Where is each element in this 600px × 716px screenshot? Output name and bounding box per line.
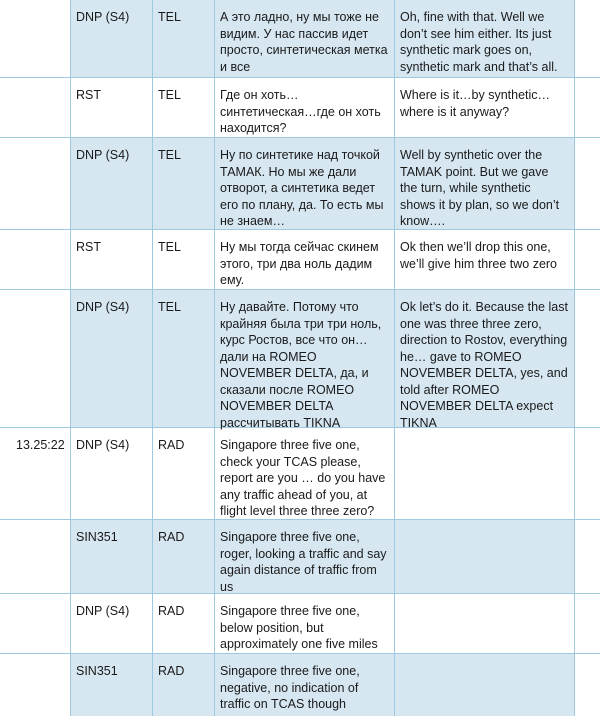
column-divider bbox=[394, 0, 395, 716]
time-cell bbox=[0, 138, 70, 229]
column-divider bbox=[152, 0, 153, 716]
table-row bbox=[0, 428, 600, 520]
time-cell bbox=[0, 654, 70, 716]
translation-cell bbox=[394, 520, 574, 593]
speaker-cell: SIN351 bbox=[70, 520, 152, 593]
original-text-cell: А это ладно, ну мы тоже не видим. У нас пассив идет просто, синтетическая метка и все bbox=[214, 0, 394, 77]
column-divider bbox=[214, 0, 215, 716]
speaker-cell: DNP (S4) bbox=[76, 604, 130, 618]
channel-cell: TEL bbox=[152, 0, 214, 77]
time-cell bbox=[0, 520, 70, 593]
table-row bbox=[0, 594, 600, 654]
table-row bbox=[0, 290, 600, 428]
translation-cell: Ok let’s do it. Because the last one was three three zero, direction to Rostov, everything he… gave to ROMEO NOVEMBER DELTA, yes, and told after ROMEO NOVEMBER DELTA expect TIKNA bbox=[394, 290, 574, 427]
table-row bbox=[0, 138, 600, 230]
original-text-cell: Singapore three five one, roger, looking a traffic and say again distance of traffic from us bbox=[214, 520, 394, 593]
time-cell: 13.25:22 bbox=[16, 438, 65, 452]
speaker-cell: DNP (S4) bbox=[76, 438, 130, 452]
translation-cell bbox=[394, 428, 574, 519]
original-text-cell: Singapore three five one, check your TCAS please, report are you … do you have any traffic ahead of you, at flight level three three zero? bbox=[220, 438, 386, 518]
time-cell bbox=[0, 0, 70, 77]
speaker-cell: SIN351 bbox=[70, 654, 152, 716]
channel-cell: TEL bbox=[158, 240, 181, 254]
translation-cell bbox=[394, 594, 574, 653]
table-row bbox=[0, 654, 600, 716]
table-row bbox=[0, 230, 600, 290]
time-cell bbox=[0, 594, 70, 653]
translation-cell: Ok then we’ll drop this one, we’ll give him three two zero bbox=[400, 240, 558, 271]
table-row bbox=[0, 0, 600, 78]
channel-cell: RAD bbox=[158, 438, 185, 452]
original-text-cell: Singapore three five one, below position, but approximately one five miles bbox=[220, 604, 378, 651]
column-divider bbox=[574, 0, 575, 716]
translation-cell: Where is it…by synthetic… where is it anyway? bbox=[400, 88, 551, 119]
speaker-cell: DNP (S4) bbox=[70, 290, 152, 427]
original-text-cell: Ну давайте. Потому что крайняя была три три ноль, курс Ростов, все что он… дали на ROMEO NOVEMBER DELTA, да, и сказали после ROMEO NOVEMBER DELTA рассчитывать TIKNA bbox=[214, 290, 394, 427]
channel-cell: RAD bbox=[158, 604, 185, 618]
time-cell bbox=[0, 78, 70, 137]
speaker-cell: RST bbox=[76, 240, 101, 254]
table-row bbox=[0, 520, 600, 594]
column-divider bbox=[70, 0, 71, 716]
time-cell bbox=[0, 290, 70, 427]
original-text-cell: Ну по синтетике над точкой ТАМАК. Но мы же дали отворот, а синтетика ведет его по плану, да. То есть мы не знаем… bbox=[214, 138, 394, 229]
time-cell bbox=[0, 230, 70, 289]
table-row bbox=[0, 78, 600, 138]
speaker-cell: DNP (S4) bbox=[70, 138, 152, 229]
original-text-cell: Где он хоть… синтетическая…где он хоть находится? bbox=[220, 88, 381, 135]
speaker-cell: DNP (S4) bbox=[70, 0, 152, 77]
speaker-cell: RST bbox=[76, 88, 101, 102]
channel-cell: RAD bbox=[152, 520, 214, 593]
translation-cell: Oh, fine with that. Well we don’t see him either. Its just synthetic mark goes on, synthetic mark and that’s all. bbox=[394, 0, 574, 77]
translation-cell: Well by synthetic over the TAMAK point. But we gave the turn, while synthetic shows it by plan, so we don’t know…. bbox=[394, 138, 574, 229]
channel-cell: TEL bbox=[152, 138, 214, 229]
original-text-cell: Singapore three five one, negative, no indication of traffic on TCAS though bbox=[214, 654, 394, 716]
channel-cell: TEL bbox=[152, 290, 214, 427]
channel-cell: RAD bbox=[152, 654, 214, 716]
translation-cell bbox=[394, 654, 574, 716]
original-text-cell: Ну мы тогда сейчас скинем этого, три два ноль дадим ему. bbox=[220, 240, 379, 287]
channel-cell: TEL bbox=[158, 88, 181, 102]
